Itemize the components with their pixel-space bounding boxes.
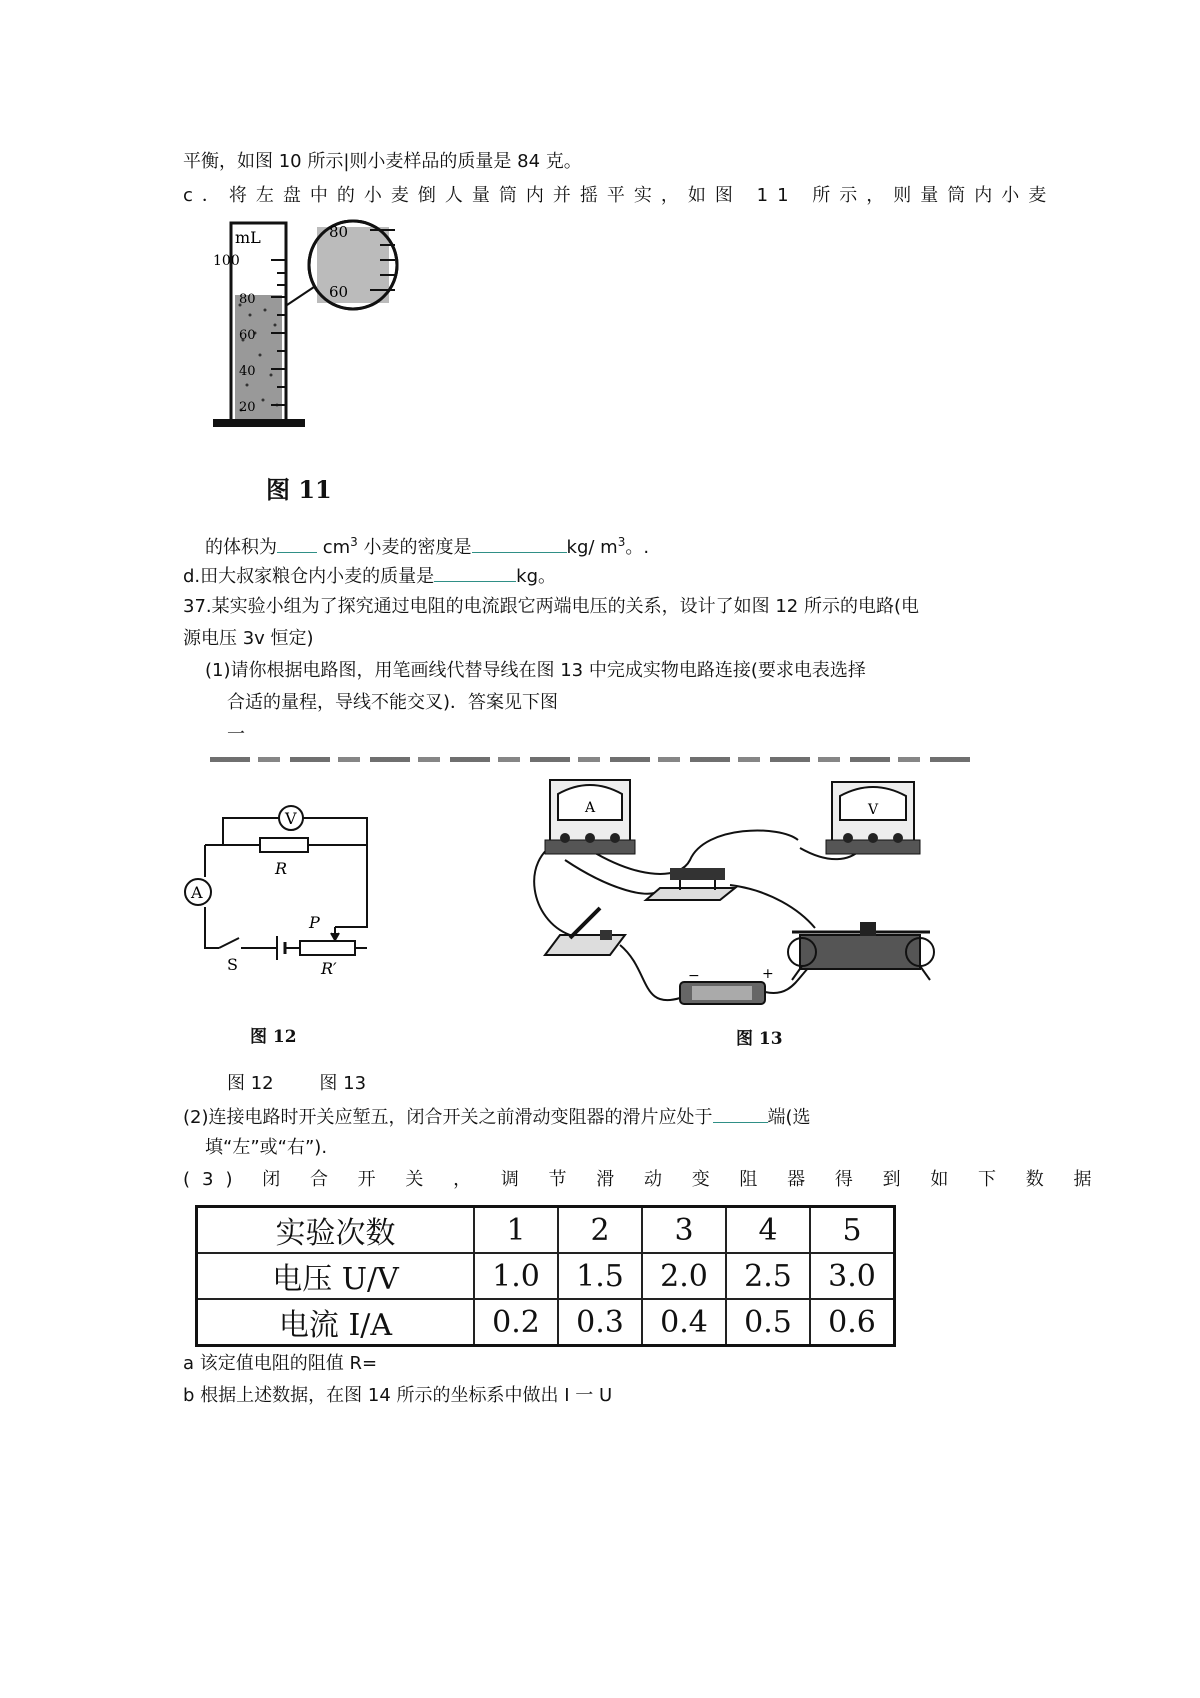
slider-blank[interactable] bbox=[713, 1104, 768, 1123]
fig13-battery-neg: − bbox=[688, 968, 700, 984]
fig11-scale-80: 80 bbox=[239, 292, 256, 307]
data-table bbox=[195, 1205, 896, 1347]
figure-13-physical-circuit bbox=[530, 770, 990, 1015]
text-line-15: b 根据上述数据，在图 14 所示的坐标系中做出 I 一 U bbox=[183, 1385, 613, 1406]
figure-12-circuit-diagram bbox=[175, 790, 395, 990]
fig11-zoom-60: 60 bbox=[329, 283, 349, 301]
text-line-4 bbox=[183, 563, 556, 589]
table-cell: 2.5 bbox=[726, 1253, 810, 1299]
line-3-end: 。. bbox=[625, 537, 650, 558]
fig11-caption: 图 11 bbox=[266, 475, 332, 504]
fig13-ammeter bbox=[545, 780, 635, 854]
table-row bbox=[197, 1207, 895, 1254]
fig12-slider-label: P bbox=[309, 913, 320, 932]
table-header-cell: 实验次数 bbox=[197, 1207, 475, 1254]
table-cell: 0.6 bbox=[810, 1299, 895, 1346]
density-blank[interactable] bbox=[472, 534, 567, 553]
text-line-10: 图 12 图 13 bbox=[227, 1073, 367, 1094]
switch-question: (2)连接电路时开关应堑五，闭合开关之前滑动变阻器的滑片应处于 bbox=[183, 1107, 713, 1128]
table-header-cell: 4 bbox=[726, 1207, 810, 1254]
fig12-resistor-label: R bbox=[275, 859, 288, 878]
table-cell: 电流 I/A bbox=[197, 1299, 475, 1346]
text-line-13: (3) 闭 合 开 关 ， 调 节 滑 动 变 阻 器 得 到 如 下 数 据 bbox=[183, 1169, 1104, 1190]
fig12-ammeter-label: A bbox=[191, 883, 203, 902]
figure-11-graduated-cylinder bbox=[205, 215, 405, 455]
text-line-14: a 该定值电阻的阻值 R= bbox=[183, 1353, 378, 1374]
table-cell: 0.3 bbox=[558, 1299, 642, 1346]
table-row bbox=[197, 1253, 895, 1299]
table-cell: 0.4 bbox=[642, 1299, 726, 1346]
table-header-cell: 2 bbox=[558, 1207, 642, 1254]
mass-label: d.田大叔家粮仓内小麦的质量是 bbox=[183, 566, 435, 587]
scan-noise-strip bbox=[210, 757, 970, 762]
fig11-unit: mL bbox=[235, 228, 261, 247]
volume-label: 的体积为 bbox=[205, 537, 277, 558]
text-line-9: 一 bbox=[227, 724, 245, 745]
unit-cm-exp: 3 bbox=[350, 535, 358, 549]
fig11-scale-60: 60 bbox=[239, 328, 256, 343]
text-line-1: 平衡，如图 10 所示|则小麦样品的质量是 84 克。 bbox=[183, 151, 582, 172]
table-cell: 0.5 bbox=[726, 1299, 810, 1346]
fig12-voltmeter-label: V bbox=[285, 809, 297, 828]
slider-question-end: 端(选 bbox=[767, 1107, 811, 1128]
fig12-caption: 图 12 bbox=[250, 1027, 297, 1047]
table-row bbox=[197, 1299, 895, 1346]
mass-blank[interactable] bbox=[434, 563, 516, 582]
text-line-7: (1)请你根据电路图，用笔画线代替导线在图 13 中完成实物电路连接(要求电表选择 bbox=[205, 660, 866, 681]
table-header-cell: 5 bbox=[810, 1207, 895, 1254]
table-header-cell: 3 bbox=[642, 1207, 726, 1254]
mass-unit: kg。 bbox=[516, 566, 557, 587]
fig12-rheostat-label: R′ bbox=[321, 959, 337, 978]
volume-blank[interactable] bbox=[277, 534, 317, 553]
text-line-8: 合适的量程，导线不能交叉)．答案见下图 bbox=[227, 692, 559, 713]
table-cell: 电压 U/V bbox=[197, 1253, 475, 1299]
fig13-resistor-board bbox=[646, 868, 735, 900]
text-line-5: 37.某实验小组为了探究通过电阻的电流跟它两端电压的关系，设计了如图 12 所示的电路(电 bbox=[183, 596, 919, 617]
fig13-voltmeter bbox=[826, 782, 920, 854]
unit-kgm: kg/ m bbox=[566, 537, 618, 558]
table-cell: 3.0 bbox=[810, 1253, 895, 1299]
table-cell: 0.2 bbox=[474, 1299, 558, 1346]
fig13-switch bbox=[545, 908, 625, 955]
text-line-11 bbox=[183, 1104, 811, 1130]
fig11-scale-100: 100 bbox=[213, 253, 240, 269]
density-label: 小麦的密度是 bbox=[357, 537, 472, 558]
fig13-caption: 图 13 bbox=[736, 1029, 783, 1049]
table-header-cell: 1 bbox=[474, 1207, 558, 1254]
table-cell: 1.5 bbox=[558, 1253, 642, 1299]
table-cell: 1.0 bbox=[474, 1253, 558, 1299]
fig13-voltmeter-label: V bbox=[868, 802, 879, 818]
fig11-scale-40: 40 bbox=[239, 364, 256, 379]
unit-cm: cm bbox=[322, 537, 351, 558]
fig13-battery-pos: + bbox=[762, 966, 774, 982]
text-line-2: c．将左盘中的小麦倒人量筒内并摇平实，如图 11 所示，则量筒内小麦 bbox=[183, 185, 1056, 206]
text-line-3 bbox=[205, 530, 649, 560]
fig13-rheostat bbox=[788, 922, 934, 980]
table-cell: 2.0 bbox=[642, 1253, 726, 1299]
fig13-ammeter-label: A bbox=[585, 800, 596, 816]
fig12-switch-label: S bbox=[227, 955, 238, 974]
fig11-zoom-80: 80 bbox=[329, 223, 349, 241]
text-line-6: 源电压 3v 恒定) bbox=[183, 628, 314, 649]
text-line-12: 填“左”或“右”). bbox=[205, 1137, 328, 1158]
fig13-battery bbox=[680, 982, 765, 1004]
unit-kgm-exp: 3 bbox=[617, 535, 626, 549]
fig11-scale-20: 20 bbox=[239, 400, 256, 415]
